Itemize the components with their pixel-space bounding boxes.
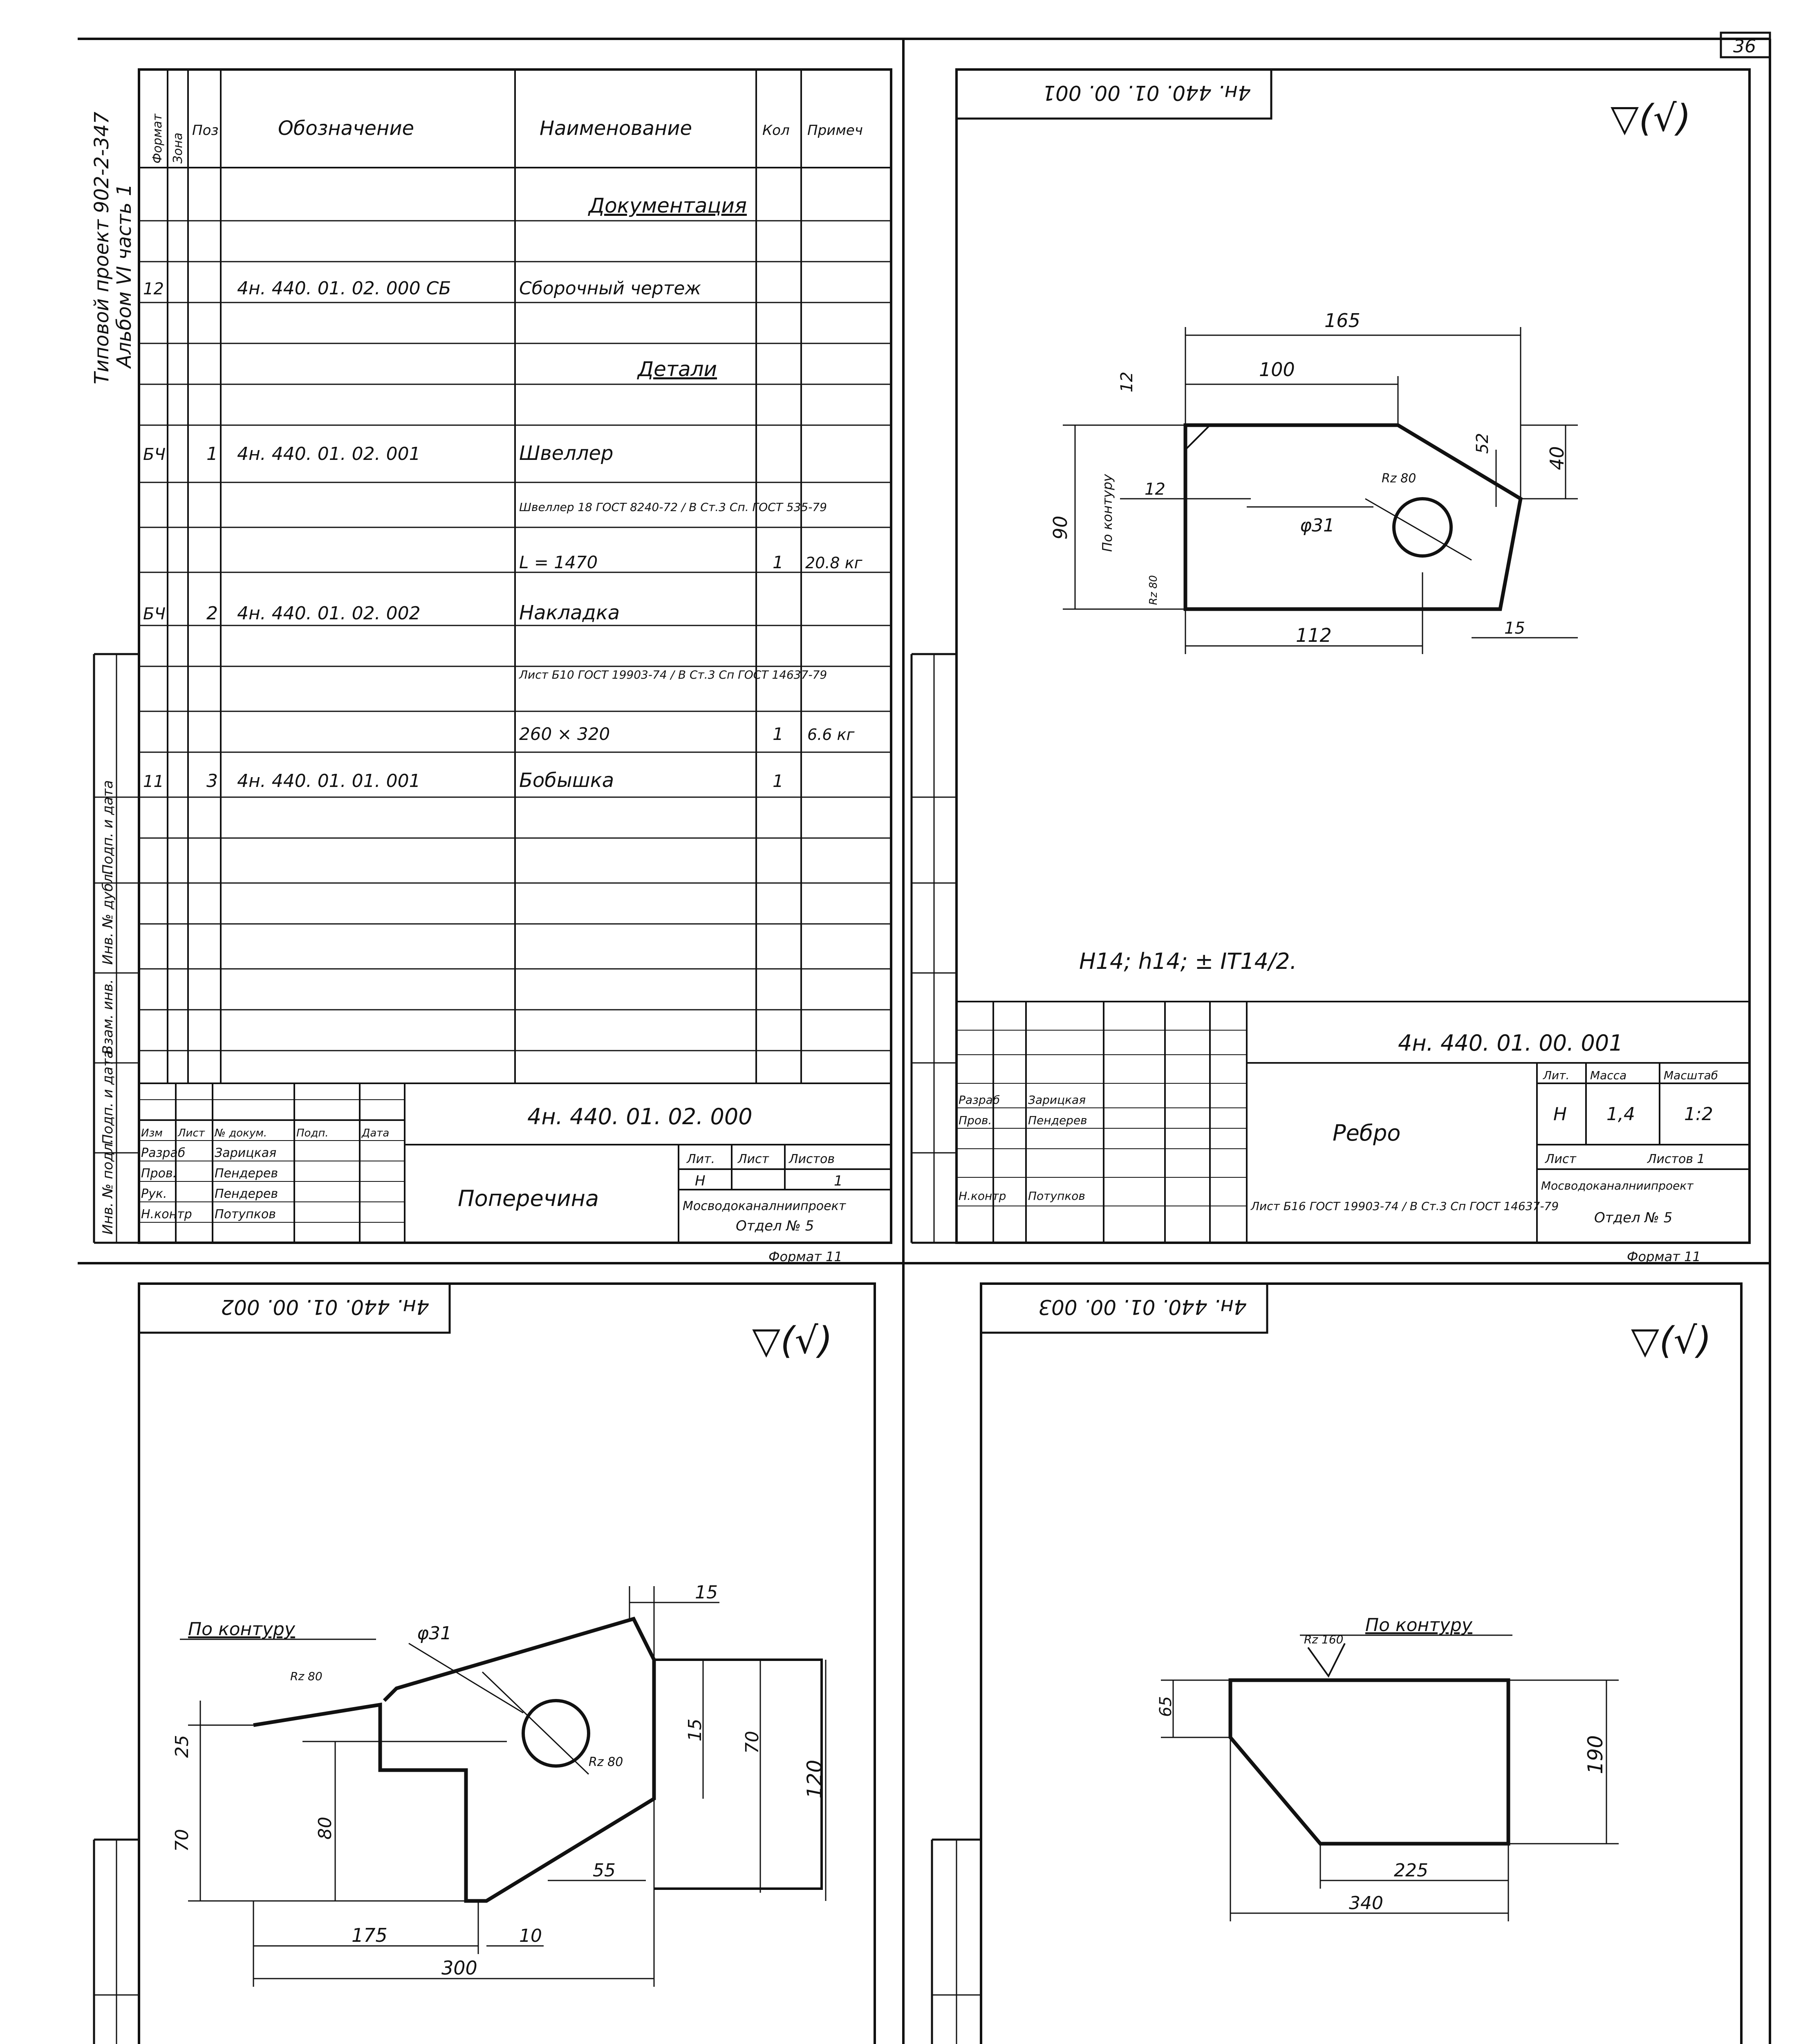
row-name: Накладка — [519, 601, 620, 624]
dim-300: 300 — [441, 1957, 477, 1979]
row-pos: 1 — [206, 444, 218, 464]
row-pos: 3 — [206, 771, 218, 791]
dim-rz80-contour: Rz 80 — [1147, 575, 1160, 605]
stamp-lit: Н — [695, 1173, 706, 1189]
side-label-1: Инв. № подл. — [100, 1139, 116, 1235]
row-format: БЧ — [143, 445, 166, 464]
spec-row-7 — [143, 769, 784, 792]
col-lit: Лит. — [687, 1152, 715, 1166]
dim-340: 340 — [1349, 1893, 1383, 1914]
spec-row-1 — [143, 442, 614, 465]
hole — [523, 1701, 589, 1766]
note-contour: По контуру — [188, 1619, 295, 1640]
dim-40: 40 — [1546, 446, 1568, 470]
note-contour: По контуру — [1100, 474, 1115, 552]
page-number-box — [1721, 33, 1770, 57]
dim-65: 65 — [1156, 1696, 1175, 1717]
row-name: L = 1470 — [519, 552, 598, 572]
signer-role-2: Пров. — [141, 1166, 177, 1181]
signer-name-1: Зарицкая — [1028, 1093, 1086, 1107]
row-name: Бобышка — [519, 769, 614, 792]
dim-rz80-contour: Rz 80 — [290, 1670, 323, 1683]
signer-name-3: Пендерев — [215, 1187, 278, 1201]
signer-name-1: Зарицкая — [215, 1146, 277, 1160]
row-designation: 4н. 440. 01. 02. 001 — [237, 444, 421, 464]
dim-70-left: 70 — [172, 1829, 193, 1852]
stamp-mass: 1,4 — [1606, 1104, 1635, 1125]
stamp-sheets: Листов 1 — [1647, 1152, 1705, 1166]
col-header-note: Примеч — [807, 122, 863, 139]
spec-row-6 — [519, 724, 855, 744]
signer-role-3: Рук. — [141, 1187, 167, 1201]
dim-90: 90 — [1049, 515, 1071, 540]
stamp-sheets: 1 — [834, 1173, 843, 1189]
col-header-designation: Обозначение — [278, 117, 414, 140]
stamp-title: Ребро — [1333, 1120, 1401, 1146]
dim-10: 10 — [519, 1925, 542, 1946]
stamp-scale: 1:2 — [1684, 1104, 1713, 1125]
row-qty: 1 — [773, 771, 784, 791]
dim-rz160: Rz 160 — [1304, 1633, 1344, 1646]
col-lit: Лит. — [1543, 1069, 1570, 1082]
dim-rz80-hole: Rz 80 — [589, 1755, 623, 1769]
stamp-code: 4н. 440. 01. 00. 001 — [1398, 1030, 1623, 1056]
dim-25: 25 — [172, 1735, 193, 1758]
signer-name-2: Пендерев — [215, 1166, 278, 1181]
stamp-header-sign: Подп. — [296, 1127, 329, 1139]
row-note: 6.6 кг — [807, 726, 855, 744]
dim-225: 225 — [1394, 1860, 1428, 1881]
stamp-org: Мосводоканалниипроект — [1541, 1179, 1694, 1192]
dim-112: 112 — [1296, 624, 1332, 646]
mirror-code: 4н. 440. 01. 00. 001 — [1042, 81, 1251, 105]
signer-name-4: Потупков — [215, 1207, 276, 1221]
dim-12-top: 12 — [1118, 372, 1136, 392]
section-details: Детали — [638, 357, 717, 381]
sheet-4-plate-003 — [932, 1284, 1741, 2044]
title-block — [139, 1083, 891, 1264]
stamp-header-sheet: Лист — [178, 1127, 205, 1139]
dim-120: 120 — [803, 1759, 827, 1799]
stamp-header-change: Изм — [141, 1127, 163, 1139]
side-label-2: Подп. и дата — [100, 1050, 116, 1145]
dim-70-right: 70 — [742, 1731, 763, 1754]
stamp-material: Лист Б16 ГОСТ 19903-74 / В Ст.3 Сп ГОСТ 14637-79 — [1251, 1199, 1559, 1213]
note-contour: По контуру — [1365, 1615, 1472, 1636]
signer-name-3: Потупков — [1028, 1189, 1085, 1203]
signer-role-4: Н.контр — [141, 1207, 192, 1221]
row-qty: 1 — [773, 724, 784, 744]
sheet-3-rib-002 — [94, 1284, 875, 2044]
dim-190: 190 — [1584, 1735, 1607, 1774]
col-header-format: Формат — [150, 114, 165, 164]
side-title-2: Альбом VI часть 1 — [113, 184, 136, 368]
dim-phi31: φ31 — [1300, 515, 1335, 536]
side-label-4: Инв. № дубл. — [100, 870, 116, 965]
roughness-mark: ▽(√) — [752, 1319, 833, 1362]
title-block — [957, 1002, 1750, 1264]
part-outline — [1230, 1680, 1508, 1844]
dim-15-top: 15 — [695, 1582, 718, 1603]
col-header-name: Наименование — [540, 117, 692, 140]
col-header-qty: Кол — [762, 122, 790, 139]
mirror-code: 4н. 440. 01. 00. 003 — [1038, 1295, 1247, 1319]
spec-row-5 — [519, 668, 827, 681]
col-mass: Масса — [1590, 1069, 1627, 1082]
row-name: 260 × 320 — [519, 724, 610, 744]
stamp-title: Поперечина — [458, 1186, 599, 1211]
col-header-zone: Зона — [171, 132, 185, 164]
page-number: 36 — [1733, 36, 1756, 57]
dimension-lines — [1161, 1635, 1619, 1921]
col-sheet: Лист — [738, 1152, 769, 1166]
signer-role-2: Пров. — [959, 1114, 992, 1127]
spec-row-2 — [519, 500, 827, 514]
signer-role-3: Н.контр — [959, 1189, 1006, 1203]
row-designation: 4н. 440. 01. 02. 002 — [237, 603, 421, 624]
spec-row-0 — [143, 278, 701, 299]
dim-rz80-hole: Rz 80 — [1382, 471, 1416, 486]
roughness-mark: ▽(√) — [1611, 97, 1691, 140]
col-scale: Масштаб — [1664, 1069, 1718, 1082]
roughness-mark: ▽(√) — [1631, 1319, 1711, 1362]
dimension-lines — [180, 1586, 826, 1987]
dim-phi31: φ31 — [417, 1623, 452, 1644]
col-header-pos: Поз — [192, 122, 219, 139]
mirror-code: 4н. 440. 01. 00. 002 — [221, 1295, 429, 1319]
dim-52: 52 — [1473, 433, 1492, 454]
row-name: Швеллер 18 ГОСТ 8240-72 / В Ст.3 Сп. ГОСТ 535-79 — [519, 500, 827, 514]
spec-row-3 — [519, 552, 863, 572]
row-qty: 1 — [773, 552, 784, 572]
hole — [1394, 499, 1451, 556]
side-label-3: Взам. инв. — [100, 979, 116, 1055]
dim-55: 55 — [593, 1860, 616, 1881]
signer-name-2: Пендерев — [1028, 1114, 1087, 1127]
tolerance-note: H14; h14; ± IT14/2. — [1079, 948, 1297, 974]
dim-15-side: 15 — [685, 1719, 706, 1741]
spec-row-4 — [143, 601, 620, 624]
row-pos: 2 — [206, 603, 218, 624]
stamp-format: Формат 11 — [768, 1249, 842, 1264]
row-name: Сборочный чертеж — [519, 278, 701, 299]
row-format: 12 — [143, 280, 164, 298]
row-designation: 4н. 440. 01. 01. 001 — [237, 771, 421, 791]
sheet-2-rib-001 — [912, 69, 1750, 1264]
section-documentation: Документация — [589, 194, 747, 217]
row-format: БЧ — [143, 605, 166, 623]
dim-80: 80 — [315, 1817, 336, 1840]
row-designation: 4н. 440. 01. 02. 000 СБ — [237, 278, 451, 299]
dim-12-mid: 12 — [1145, 480, 1165, 499]
dim-100: 100 — [1259, 359, 1295, 381]
stamp-format: Формат 11 — [1627, 1249, 1701, 1264]
stamp-dept: Отдел № 5 — [736, 1218, 814, 1234]
row-name: Лист Б10 ГОСТ 19903-74 / В Ст.3 Сп ГОСТ 14637-79 — [519, 668, 827, 681]
part-outline — [1185, 425, 1521, 609]
col-sheets: Листов — [789, 1152, 835, 1166]
signer-role-1: Разраб — [959, 1093, 1000, 1107]
sheet-1-specification — [90, 69, 891, 1264]
dim-165: 165 — [1324, 309, 1360, 332]
row-format: 11 — [143, 772, 164, 791]
col-sheet: Лист — [1545, 1152, 1577, 1166]
signer-role-1: Разраб — [141, 1146, 186, 1160]
row-note: 20.8 кг — [805, 554, 862, 572]
stamp-code: 4н. 440. 01. 02. 000 — [527, 1104, 753, 1130]
stamp-dept: Отдел № 5 — [1594, 1210, 1673, 1226]
stamp-header-docnum: № докум. — [215, 1127, 267, 1139]
stamp-lit: Н — [1553, 1104, 1567, 1125]
side-title-1: Типовой проект 902-2-347 — [90, 112, 113, 384]
row-name: Швеллер — [519, 442, 614, 465]
side-label-5: Подп. и дата — [100, 780, 116, 875]
stamp-org: Мосводоканалниипроект — [683, 1199, 846, 1213]
dim-15: 15 — [1504, 619, 1525, 638]
stamp-header-date: Дата — [362, 1127, 390, 1139]
dim-175: 175 — [352, 1924, 388, 1946]
